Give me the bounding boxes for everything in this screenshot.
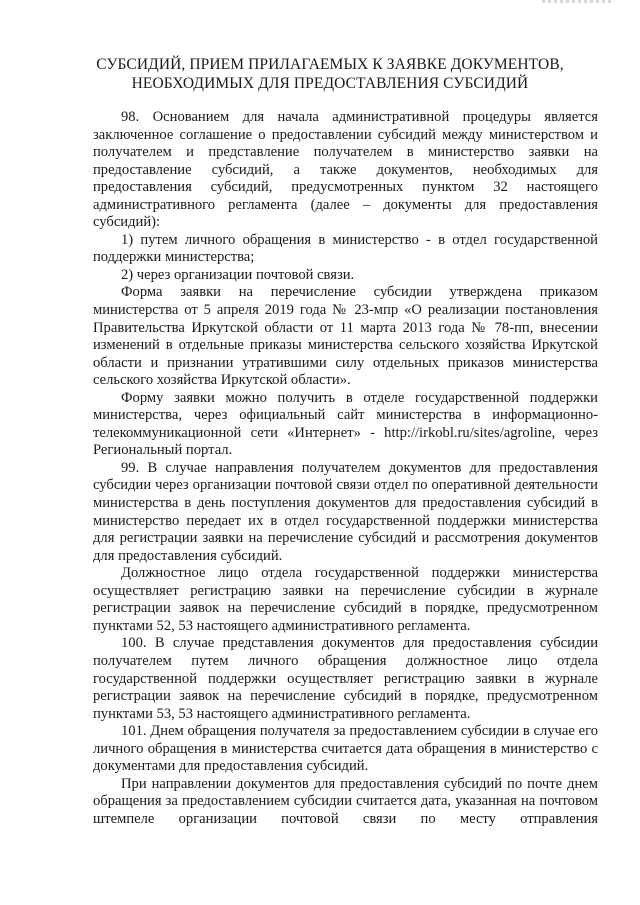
document-body — [93, 109, 598, 828]
paragraph-98: 98. Основанием для начала административной процедуры является заключенное соглашение о предоставлении субсидий между министерством и получателем и представление получателем в министерство заявки на предоставление субсидий, а также документов, необходимых для предоставления субсидий, предусмотренных пунктом 32 настоящего административного регламента (далее – документы для предоставления субсидий): — [93, 109, 598, 231]
paragraph-100: 100. В случае представления документов для предоставления субсидии получателем путем личного обращения должностное лицо отдела государственной поддержки осуществляет регистрацию заявки в журнале регистрации заявок на перечисление субсидий в порядке, предусмотренном пунктами 53, 53 настоящего административного регламента. — [93, 635, 598, 722]
paragraph-101: 101. Днем обращения получателя за предоставлением субсидии в случае его личного обращения в министерства считается дата обращения в министерство с документами для предоставления субсидий. — [93, 723, 598, 775]
section-heading — [60, 55, 600, 93]
paragraph-99: 99. В случае направления получателем документов для предоставления субсидии через организации почтовой связи отдел по оперативной деятельности министерства в день поступления документов для предоставления субсидий в министерство передает их в отдел государственной поддержки министерства для регистрации заявки на перечисление субсидий и рассмотрения документов для предоставления субсидий. — [93, 459, 598, 564]
paragraph-98-item-2: 2) через организации почтовой связи. — [121, 266, 355, 283]
scan-artifact — [542, 0, 612, 3]
paragraph-postal-date: При направлении документов для предоставления субсидий по почте днем обращения за предоставлением субсидии считается дата, указанная на почтовом штемпеле организации почтовой связи по месту отправления — [93, 775, 598, 827]
paragraph-98-item-1: 1) путем личного обращения в министерство - в отдел государственной поддержки министерства; — [93, 231, 598, 266]
paragraph-application-form: Форма заявки на перечисление субсидии утверждена приказом министерства от 5 апреля 2019 года № 23-мпр «О реализации постановления Правительства Иркутской области от 11 марта 2013 года № 78-пп, внесении изменений в отдельные приказы министерства сельского хозяйства Иркутской области и признании утратившими силу отдельных приказов министерства сельского хозяйства Иркутской области». — [93, 284, 598, 389]
paragraph-form-availability: Форму заявки можно получить в отделе государственной поддержки министерства, через официальный сайт министерства в информационно-телекоммуникационной сети «Интернет» - http://irkobl.ru/sites/agroline, через Региональный портал. — [93, 389, 598, 459]
paragraph-registration: Должностное лицо отдела государственной поддержки министерства осуществляет регистрацию заявки на перечисление субсидии в журнале регистрации заявок на перечисление субсидий в порядке, предусмотренном пунктами 52, 53 настоящего административного регламента. — [93, 565, 598, 634]
heading-line-2: НЕОБХОДИМЫХ ДЛЯ ПРЕДОСТАВЛЕНИЯ СУБСИДИЙ — [131, 75, 529, 92]
heading-line-1: СУБСИДИЙ, ПРИЕМ ПРИЛАГАЕМЫХ К ЗАЯВКЕ ДОКУМЕНТОВ, — [96, 56, 564, 73]
